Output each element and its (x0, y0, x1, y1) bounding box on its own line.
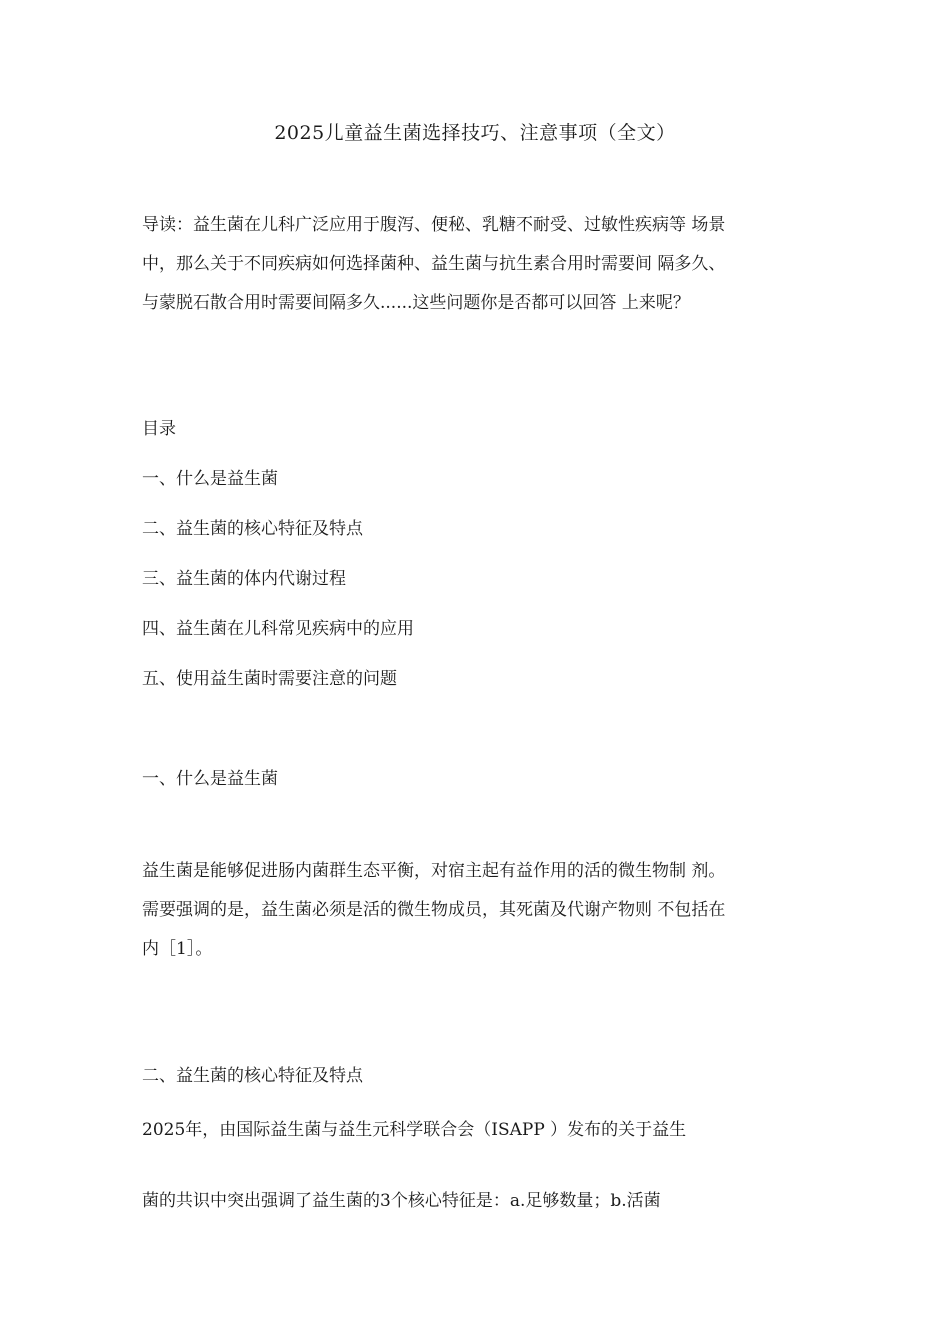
section-heading: 二、益生菌的核心特征及特点 (142, 1066, 363, 1086)
toc-item: 一、什么是益生菌 (142, 469, 278, 489)
paragraph-line: 益生菌是能够促进肠内菌群生态平衡，对宿主起有益作用的活的微生物制 剂。 (142, 861, 726, 881)
toc-item: 四、益生菌在儿科常见疾病中的应用 (142, 619, 414, 639)
paragraph-line: 2025年，由国际益生菌与益生元科学联合会（ISAPP ）发布的关于益生 (142, 1120, 687, 1140)
paragraph-line: 内［1］。 (142, 939, 213, 959)
toc-item: 三、益生菌的体内代谢过程 (142, 569, 346, 589)
intro-paragraph (142, 206, 822, 323)
toc-item: 五、使用益生菌时需要注意的问题 (142, 669, 397, 689)
section-paragraph (142, 852, 822, 969)
toc-item: 二、益生菌的核心特征及特点 (142, 519, 363, 539)
toc-heading: 目录 (142, 419, 176, 439)
intro-line: 导读：益生菌在儿科广泛应用于腹泻、便秘、乳糖不耐受、过敏性疾病等 场景 (142, 215, 726, 235)
paragraph-line: 需要强调的是，益生菌必须是活的微生物成员，其死菌及代谢产物则 不包括在 (142, 900, 726, 920)
intro-line: 中，那么关于不同疾病如何选择菌种、益生菌与抗生素合用时需要间 隔多久、 (142, 254, 726, 274)
document-title: 2025儿童益生菌选择技巧、注意事项（全文） (274, 122, 676, 144)
section-heading: 一、什么是益生菌 (142, 769, 278, 789)
paragraph-line: 菌的共识中突出强调了益生菌的3个核心特征是：a.足够数量；b.活菌 (142, 1191, 661, 1211)
intro-line: 与蒙脱石散合用时需要间隔多久......这些问题你是否都可以回答 上来呢？ (142, 293, 690, 313)
